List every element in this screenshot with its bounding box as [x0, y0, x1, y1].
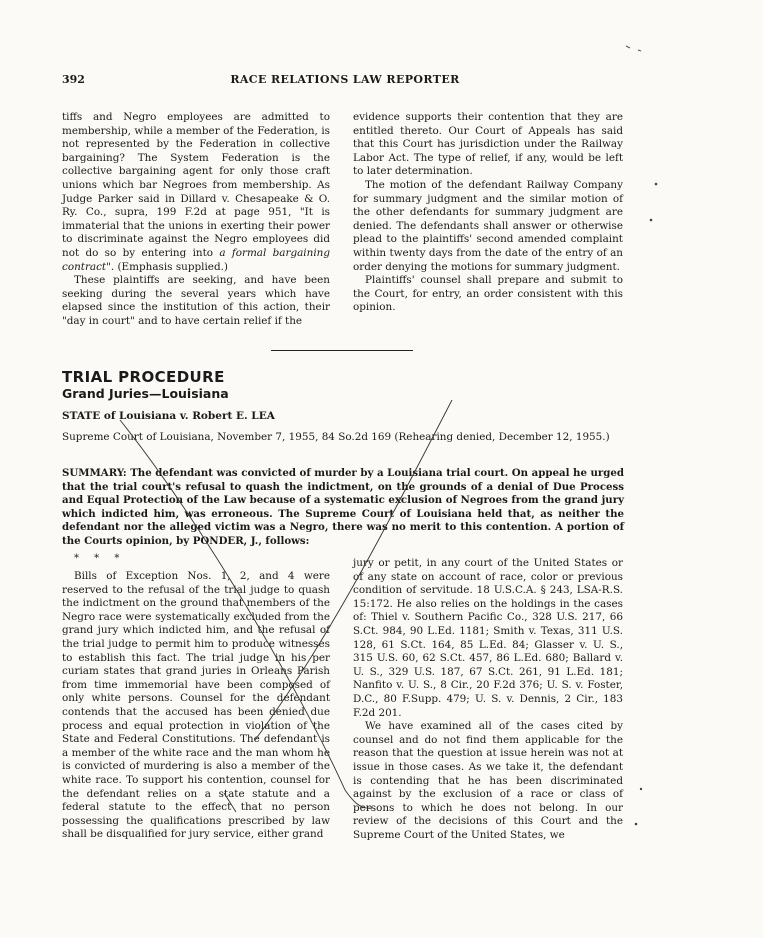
corner-speck	[626, 46, 641, 51]
paragraph-text: ". (Emphasis supplied.)	[106, 260, 228, 273]
top-left-column	[62, 111, 330, 329]
page-header	[62, 73, 628, 89]
bottom-right-column	[353, 557, 623, 842]
margin-dot	[635, 823, 638, 826]
bottom-left-column	[62, 570, 330, 842]
ellipsis-marker: * * *	[74, 553, 126, 564]
case-citation: Supreme Court of Louisiana, November 7, 1955, 84 So.2d 169 (Rehearing denied, December 12, 1955.)	[62, 431, 610, 443]
paragraph: Bills of Exception Nos. 1, 2, and 4 were reserved to the refusal of the trial judge to quash the indictment on the ground that members of the Negro race were systematically excluded from the grand jury which indicted him, and the refusal of the trial judge to permit him to produce witnesses to establish this fact. The trial judge in his per curiam states that grand juries in Orleans Parish from time immemorial have been composed of only white persons. Counsel for the defendant contends that the accused has been denied due process and equal protection in violation of the State and Federal Constitutions. The defendant is a member of the white race and the man whom he is convicted of murdering is also a member of the white race. To support his contention, counsel for the defendant relies on a state statute and a federal statute to the effect that no person possessing the qualifications prescribed by law shall be disqualified for jury service, either grand	[62, 570, 330, 841]
case-summary	[62, 467, 624, 549]
margin-dot	[650, 219, 653, 222]
paragraph	[62, 111, 330, 274]
paragraph: Plaintiffs' counsel shall prepare and submit to the Court, for entry, an order consistent with this opinion.	[353, 274, 623, 314]
section-title: TRIAL PROCEDURE	[62, 368, 225, 386]
margin-dot	[655, 183, 658, 186]
summary-text: The defendant was convicted of murder by a Louisiana trial court. On appeal he urged that the trial court's refusal to quash the indictment, on the grounds of a denial of Due Process and Equal Protection of the Law because of a systematic exclusion of Negroes from the grand jury which indicted him, was erroneous. The Supreme Court of Louisiana held that, as neither the defendant nor the alleged victim was a Negro, there was no merit to this contention. A portion of the Courts opinion, by PONDER, J., follows:	[62, 467, 624, 547]
margin-dot	[640, 788, 642, 790]
paragraph-text: tiffs and Negro employees are admitted to membership, while a member of the Federation, is not represented by the Federation in collective bargaining? The System Federation is the collective bargaining agent for only those craft unions which bar Negroes from membership. As Judge Parker said in Dillard v. Chesapeake & O. Ry. Co., supra, 199 F.2d at page 951, "It is immaterial that the unions in exerting their power to discriminate against the Negro employees did not do so by entering into	[62, 111, 330, 259]
paragraph: The motion of the defendant Railway Company for summary judgment and the similar motion of the other defendants for summary judgment are denied. The defendants shall answer or otherwise plead to the plaintiffs' second amended complaint within twenty days from the date of the entry of an order denying the motions for summary judgment.	[353, 178, 623, 273]
paragraph: evidence supports their contention that they are entitled thereto. Our Court of Appeals has said that this Court has jurisdiction under the Railway Labor Act. The type of relief, if any, would be left to later determination.	[353, 111, 623, 178]
section-subtitle: Grand Juries—Louisiana	[62, 386, 229, 401]
paragraph: We have examined all of the cases cited by counsel and do not find them applicable for the reason that the question at issue herein was not at issue in those cases. As we take it, the defendant is contending that he has been discriminated against by the exclusion of a race or class of persons to which he does not belong. In our review of the decisions of this Court and the Supreme Court of the United States, we	[353, 720, 623, 841]
section-divider	[271, 350, 413, 351]
paragraph: These plaintiffs are seeking, and have been seeking during the several years which have elapsed since the institution of this action, their "day in court" and to have certain relief if the	[62, 274, 330, 327]
emphasis-text: a formal bargaining contract	[62, 246, 330, 273]
paragraph: jury or petit, in any court of the United States or of any state on account of race, color or previous condition of servitude. 18 U.S.C.A. § 243, LSA-R.S. 15:172. He also relies on the holdings in the cases of: Thiel v. Southern Pacific Co., 328 U.S. 217, 66 S.Ct. 984, 90 L.Ed. 1181; Smith v. Texas, 311 U.S. 128, 61 S.Ct. 164, 85 L.Ed. 84; Glasser v. U. S., 315 U.S. 60, 62 S.Ct. 457, 86 L.Ed. 680; Ballard v. U. S., 329 U.S. 187, 67 S.Ct. 261, 91 L.Ed. 181; Nanfito v. U. S., 8 Cir., 20 F.2d 376; U. S. v. Foster, D.C., 80 F.Supp. 479; U. S. v. Dennis, 2 Cir., 183 F.2d 201.	[353, 557, 623, 719]
page-number: 392	[62, 73, 85, 86]
top-right-column	[353, 111, 623, 315]
case-title: STATE of Louisiana v. Robert E. LEA	[62, 410, 275, 422]
running-title: RACE RELATIONS LAW REPORTER	[230, 73, 460, 86]
summary-label: SUMMARY:	[62, 467, 127, 479]
